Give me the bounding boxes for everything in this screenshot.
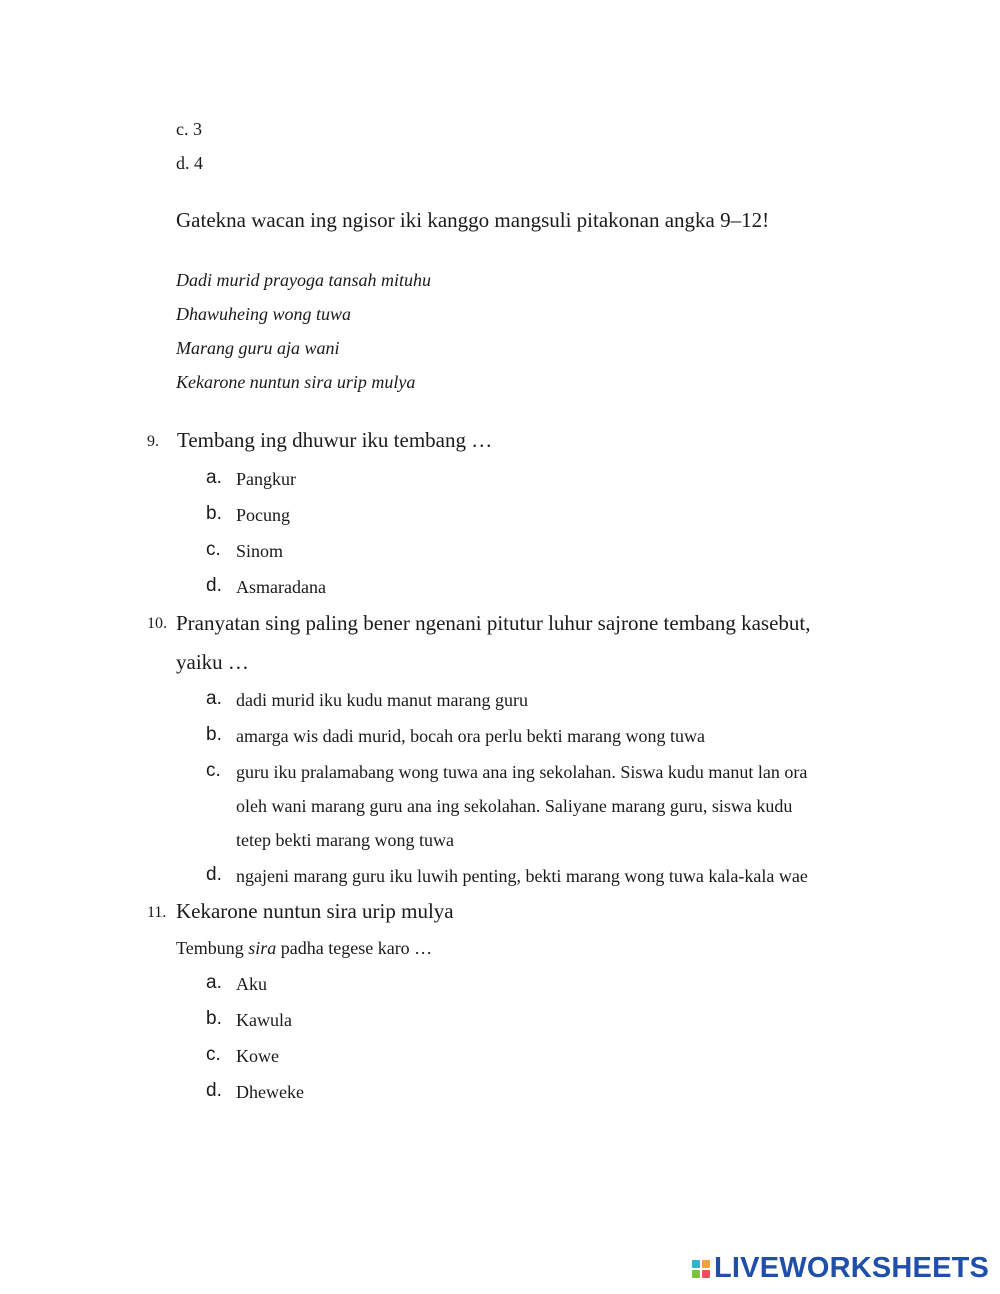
q9-option-b-text[interactable]: Pocung [236, 505, 290, 525]
poem-line-2: Dhawuheing wong tuwa [176, 304, 352, 324]
q11-option-b-text[interactable]: Kawula [236, 1010, 292, 1030]
q11-option-a-text[interactable]: Aku [236, 974, 267, 994]
logo-square-v [692, 1270, 700, 1278]
liveworksheets-logo-icon [692, 1260, 710, 1278]
q9-option-a-text[interactable]: Pangkur [236, 469, 296, 489]
q10-option-a-letter[interactable]: a. [206, 688, 222, 709]
question-9-text: Tembang ing dhuwur iku tembang … [177, 428, 493, 452]
q9-option-d-text[interactable]: Asmaradana [236, 577, 326, 597]
liveworksheets-logo [692, 1254, 989, 1283]
q9-option-d-letter[interactable]: d. [206, 575, 222, 596]
q9-option-b-letter[interactable]: b. [206, 503, 222, 524]
q10-option-c-text-line2[interactable]: oleh wani marang guru ana ing sekolahan. Saliyane marang guru, siswa kudu [236, 796, 793, 816]
q11-option-d-letter[interactable]: d. [206, 1080, 222, 1101]
q10-option-d-letter[interactable]: d. [206, 864, 222, 885]
logo-square-i [702, 1260, 710, 1268]
q11-option-c-letter[interactable]: c. [206, 1044, 221, 1065]
q10-option-b-letter[interactable]: b. [206, 724, 222, 745]
subprompt-after: padha tegese karo … [276, 938, 433, 958]
q10-option-c-text-line1[interactable]: guru iku pralamabang wong tuwa ana ing sekolahan. Siswa kudu manut lan ora [236, 762, 808, 782]
q9-option-a-letter[interactable]: a. [206, 467, 222, 488]
logo-square-l [692, 1260, 700, 1268]
question-11-number: 11. [147, 904, 167, 921]
prev-option-d: d. 4 [176, 153, 203, 173]
question-10-text-line2: yaiku … [176, 650, 249, 674]
q11-option-b-letter[interactable]: b. [206, 1008, 222, 1029]
poem-line-4: Kekarone nuntun sira urip mulya [176, 372, 416, 392]
q11-option-a-letter[interactable]: a. [206, 972, 222, 993]
question-10-text-line1: Pranyatan sing paling bener ngenani pitutur luhur sajrone tembang kasebut, [176, 611, 811, 635]
q9-option-c-text[interactable]: Sinom [236, 541, 284, 561]
poem-line-1: Dadi murid prayoga tansah mituhu [176, 270, 432, 290]
logo-wordmark: LIVEWORKSHEETS [714, 1252, 990, 1284]
q10-option-a-text[interactable]: dadi murid iku kudu manut marang guru [236, 690, 528, 710]
poem-line-3: Marang guru aja wani [176, 338, 340, 358]
question-11-subprompt [176, 938, 432, 959]
subprompt-before: Tembung [176, 938, 249, 958]
q10-option-d-text[interactable]: ngajeni marang guru iku luwih penting, bekti marang wong tuwa kala-kala wae [236, 866, 808, 886]
q10-option-c-letter[interactable]: c. [206, 760, 221, 781]
logo-square-e [702, 1270, 710, 1278]
reading-instruction: Gatekna wacan ing ngisor iki kanggo mangsuli pitakonan angka 9–12! [176, 208, 770, 232]
q10-option-b-text[interactable]: amarga wis dadi murid, bocah ora perlu bekti marang wong tuwa [236, 726, 706, 746]
q11-option-c-text[interactable]: Kowe [236, 1046, 279, 1066]
subprompt-word: sira [248, 938, 277, 958]
question-10-number: 10. [147, 615, 167, 632]
question-9-number: 9. [147, 433, 159, 450]
q11-option-d-text[interactable]: Dheweke [236, 1082, 304, 1102]
q9-option-c-letter[interactable]: c. [206, 539, 221, 560]
q10-option-c-text-line3[interactable]: tetep bekti marang wong tuwa [236, 830, 454, 850]
prev-option-c: c. 3 [176, 119, 202, 139]
question-11-text: Kekarone nuntun sira urip mulya [176, 899, 454, 923]
